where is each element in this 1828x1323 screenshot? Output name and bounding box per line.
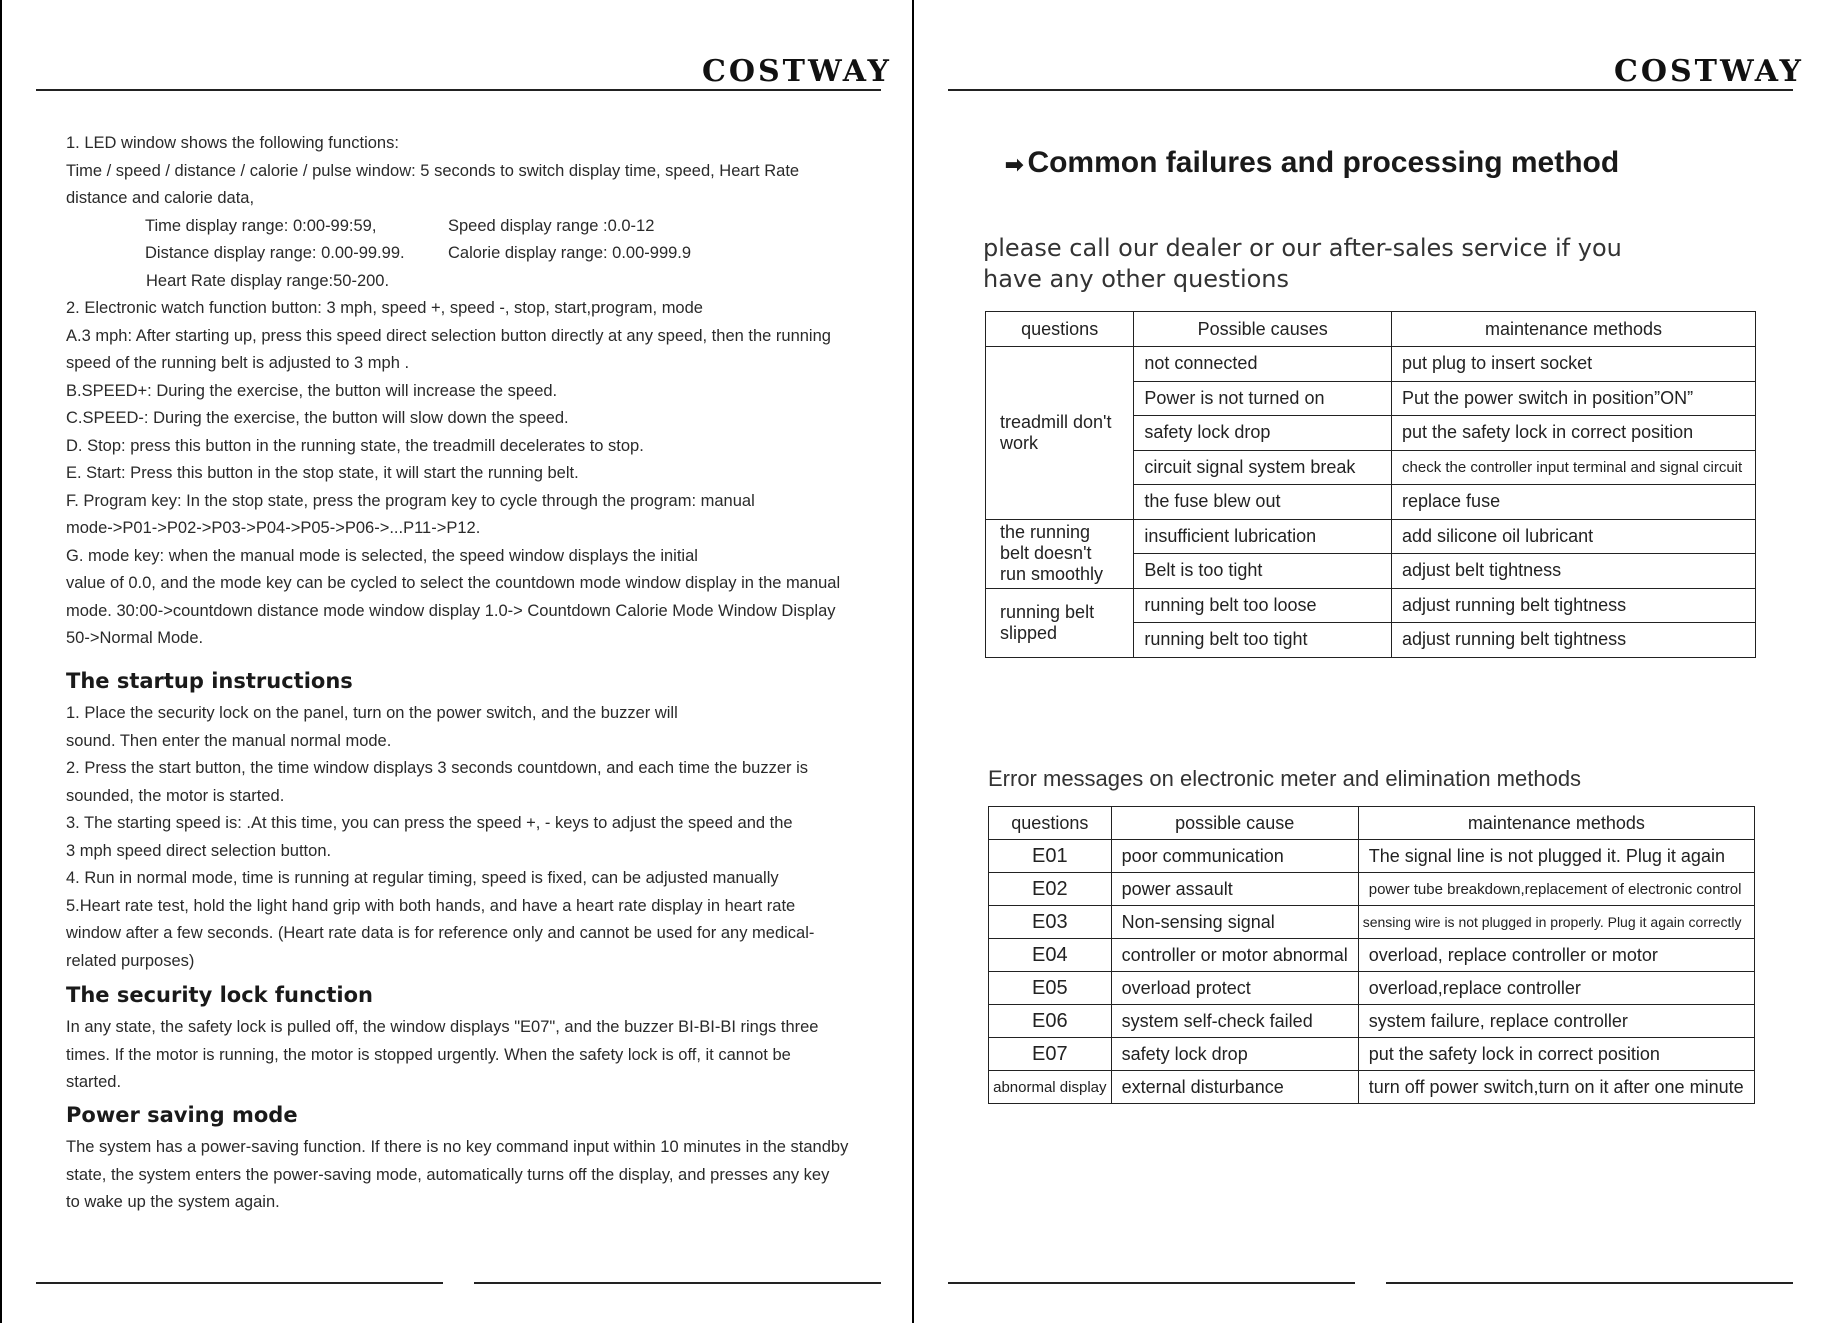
text-line: speed of the running belt is adjusted to 3 mph .	[66, 354, 410, 372]
power-saving-heading: Power saving mode	[66, 1103, 298, 1127]
error-code-cell: E03	[989, 906, 1112, 939]
text-line: times. If the motor is running, the motor is stopped urgently. When the safety lock is off, it cannot be	[66, 1045, 791, 1064]
startup-heading: The startup instructions	[66, 669, 353, 693]
table-header-row	[989, 807, 1755, 840]
brand-logo: COSTWAY	[1614, 54, 1804, 89]
text-line: 1. Place the security lock on the panel, turn on the power switch, and the buzzer will	[66, 704, 678, 722]
question-cell: treadmill don't work	[986, 347, 1134, 520]
error-code-cell: E01	[989, 840, 1112, 873]
left-page	[0, 0, 912, 1323]
text-line: Speed display range :0.0-12	[448, 216, 655, 235]
footer-rule-left	[36, 1282, 443, 1284]
text-line: mode->P01->P02->P03->P04->P05->P06->...P11->P12.	[66, 519, 481, 537]
method-cell: system failure, replace controller	[1358, 1005, 1754, 1038]
table-row	[989, 972, 1755, 1005]
method-cell: put the safety lock in correct position	[1358, 1038, 1754, 1071]
cause-cell: safety lock drop	[1134, 416, 1392, 451]
text-line: 3. The starting speed is: .At this time, you can press the speed +, - keys to adjust the speed and the	[66, 814, 793, 832]
text-line: Distance display range: 0.00-99.99.	[145, 244, 405, 262]
text-line: related purposes)	[66, 951, 195, 970]
text-line: state, the system enters the power-saving mode, automatically turns off the display, and presses any key	[66, 1165, 830, 1184]
table-row	[989, 1071, 1755, 1104]
text-line: 50->Normal Mode.	[66, 629, 204, 647]
intro-line: please call our dealer or our after-sales service if you	[983, 234, 1622, 262]
cause-cell: system self-check failed	[1111, 1005, 1358, 1038]
table-row	[989, 873, 1755, 906]
text-line: 2. Press the start button, the time window displays 3 seconds countdown, and each time the buzzer is	[66, 759, 808, 777]
right-page	[912, 0, 1828, 1323]
cause-cell: not connected	[1134, 347, 1392, 382]
bullet-tick-icon: ➡	[1005, 152, 1024, 177]
header-methods: maintenance methods	[1392, 312, 1756, 347]
text-line: value of 0.0, and the mode key can be cycled to select the countdown mode window display in the manual	[66, 574, 841, 592]
method-cell: overload,replace controller	[1358, 972, 1754, 1005]
table-row	[989, 906, 1755, 939]
table-row	[989, 1038, 1755, 1071]
cause-cell: poor communication	[1111, 840, 1358, 873]
intro-line: have any other questions	[983, 265, 1290, 293]
error-code-cell: E02	[989, 873, 1112, 906]
text-line: The system has a power-saving function. If there is no key command input within 10 minutes in the standby	[66, 1138, 849, 1156]
error-code-cell: E06	[989, 1005, 1112, 1038]
cause-cell: external disturbance	[1111, 1071, 1358, 1104]
method-cell: adjust belt tightness	[1392, 554, 1756, 589]
security-heading: The security lock function	[66, 983, 374, 1007]
text-line: F. Program key: In the stop state, press the program key to cycle through the program: manual	[66, 491, 755, 510]
text-line: Heart Rate display range:50-200.	[146, 271, 390, 290]
cause-cell: the fuse blew out	[1134, 485, 1392, 520]
cause-cell: overload protect	[1111, 972, 1358, 1005]
cause-cell: running belt too tight	[1134, 623, 1392, 658]
service-intro	[983, 233, 1622, 295]
text-line: A.3 mph: After starting up, press this speed direct selection button directly at any speed, then the running	[66, 326, 831, 345]
error-code-cell: E04	[989, 939, 1112, 972]
method-cell: Put the power switch in position”ON”	[1392, 381, 1756, 416]
header-rule	[948, 89, 1793, 91]
header-causes: Possible causes	[1134, 312, 1392, 347]
cause-cell: circuit signal system break	[1134, 450, 1392, 485]
method-cell: put plug to insert socket	[1392, 347, 1756, 382]
cause-cell: insufficient lubrication	[1134, 519, 1392, 554]
cause-cell: Non-sensing signal	[1111, 906, 1358, 939]
error-code-cell: E07	[989, 1038, 1112, 1071]
footer-rule-left	[948, 1282, 1355, 1284]
header-cause: possible cause	[1111, 807, 1358, 840]
text-line: G. mode key: when the manual mode is selected, the speed window displays the initial	[66, 546, 698, 565]
method-cell: The signal line is not plugged it. Plug it again	[1358, 840, 1754, 873]
table-row	[989, 939, 1755, 972]
text-line: started.	[66, 1073, 122, 1091]
header-questions: questions	[989, 807, 1112, 840]
cause-cell: Power is not turned on	[1134, 381, 1392, 416]
error-code-cell: E05	[989, 972, 1112, 1005]
cause-cell: running belt too loose	[1134, 588, 1392, 623]
table-header-row	[986, 312, 1756, 347]
cause-cell: safety lock drop	[1111, 1038, 1358, 1071]
method-cell: replace fuse	[1392, 485, 1756, 520]
method-cell: power tube breakdown,replacement of electronic control	[1358, 873, 1754, 906]
method-cell: turn off power switch,turn on it after one minute	[1358, 1071, 1754, 1104]
text-line: Calorie display range: 0.00-999.9	[448, 244, 692, 262]
text-line: Time / speed / distance / calorie / pulse window: 5 seconds to switch display time, speed, Heart Rate	[66, 161, 800, 180]
table-row	[986, 347, 1756, 382]
text-line: 2. Electronic watch function button: 3 mph, speed +, speed -, stop, start,program, mode	[66, 299, 703, 317]
question-cell: the running belt doesn't run smoothly	[986, 519, 1134, 588]
method-cell: adjust running belt tightness	[1392, 623, 1756, 658]
text-line: B.SPEED+: During the exercise, the button will increase the speed.	[66, 381, 558, 400]
footer-rule-right	[1386, 1282, 1793, 1284]
text-line: 3 mph speed direct selection button.	[66, 841, 332, 860]
text-line: sound. Then enter the manual normal mode.	[66, 731, 392, 750]
text-line: sounded, the motor is started.	[66, 786, 285, 805]
table-row	[986, 519, 1756, 554]
method-cell: add silicone oil lubricant	[1392, 519, 1756, 554]
text-line: In any state, the safety lock is pulled off, the window displays "E07", and the buzzer BI-BI-BI rings three	[66, 1018, 819, 1036]
cause-cell: power assault	[1111, 873, 1358, 906]
text-line: D. Stop: press this button in the running state, the treadmill decelerates to stop.	[66, 436, 644, 455]
errors-title: Error messages on electronic meter and elimination methods	[988, 766, 1582, 791]
table-row	[989, 840, 1755, 873]
footer-rule-right	[474, 1282, 881, 1284]
header-rule	[36, 89, 881, 91]
table-row	[986, 588, 1756, 623]
text-line: 4. Run in normal mode, time is running at regular timing, speed is fixed, can be adjusted manually	[66, 869, 779, 887]
method-cell: check the controller input terminal and signal circuit	[1392, 450, 1756, 485]
failures-table	[985, 311, 1756, 658]
text-line: 1. LED window shows the following functions:	[66, 134, 399, 152]
text-line: distance and calorie data,	[66, 189, 255, 207]
failures-title	[1005, 146, 1619, 180]
text-line: E. Start: Press this button in the stop state, it will start the running belt.	[66, 464, 579, 482]
header-questions: questions	[986, 312, 1134, 347]
method-cell: put the safety lock in correct position	[1392, 416, 1756, 451]
errors-table	[988, 806, 1755, 1104]
table-row	[989, 1005, 1755, 1038]
error-code-cell: abnormal display	[989, 1071, 1112, 1104]
text-line: Time display range: 0:00-99:59,	[145, 216, 377, 235]
question-cell: running belt slipped	[986, 588, 1134, 657]
cause-cell: controller or motor abnormal	[1111, 939, 1358, 972]
text-line: 5.Heart rate test, hold the light hand grip with both hands, and have a heart rate display in heart rate	[66, 896, 796, 915]
method-cell: adjust running belt tightness	[1392, 588, 1756, 623]
method-cell: sensing wire is not plugged in properly. Plug it again correctly	[1358, 906, 1754, 939]
brand-logo: COSTWAY	[702, 54, 892, 89]
text-line: C.SPEED-: During the exercise, the button will slow down the speed.	[66, 409, 569, 427]
method-cell: overload, replace controller or motor	[1358, 939, 1754, 972]
text-line: to wake up the system again.	[66, 1193, 280, 1211]
failures-title-text: Common failures and processing method	[1027, 146, 1620, 179]
cause-cell: Belt is too tight	[1134, 554, 1392, 589]
header-methods: maintenance methods	[1358, 807, 1754, 840]
text-line: mode. 30:00->countdown distance mode window display 1.0-> Countdown Calorie Mode Window Display	[66, 601, 836, 620]
text-line: window after a few seconds. (Heart rate data is for reference only and cannot be used for any medical-	[66, 924, 815, 942]
